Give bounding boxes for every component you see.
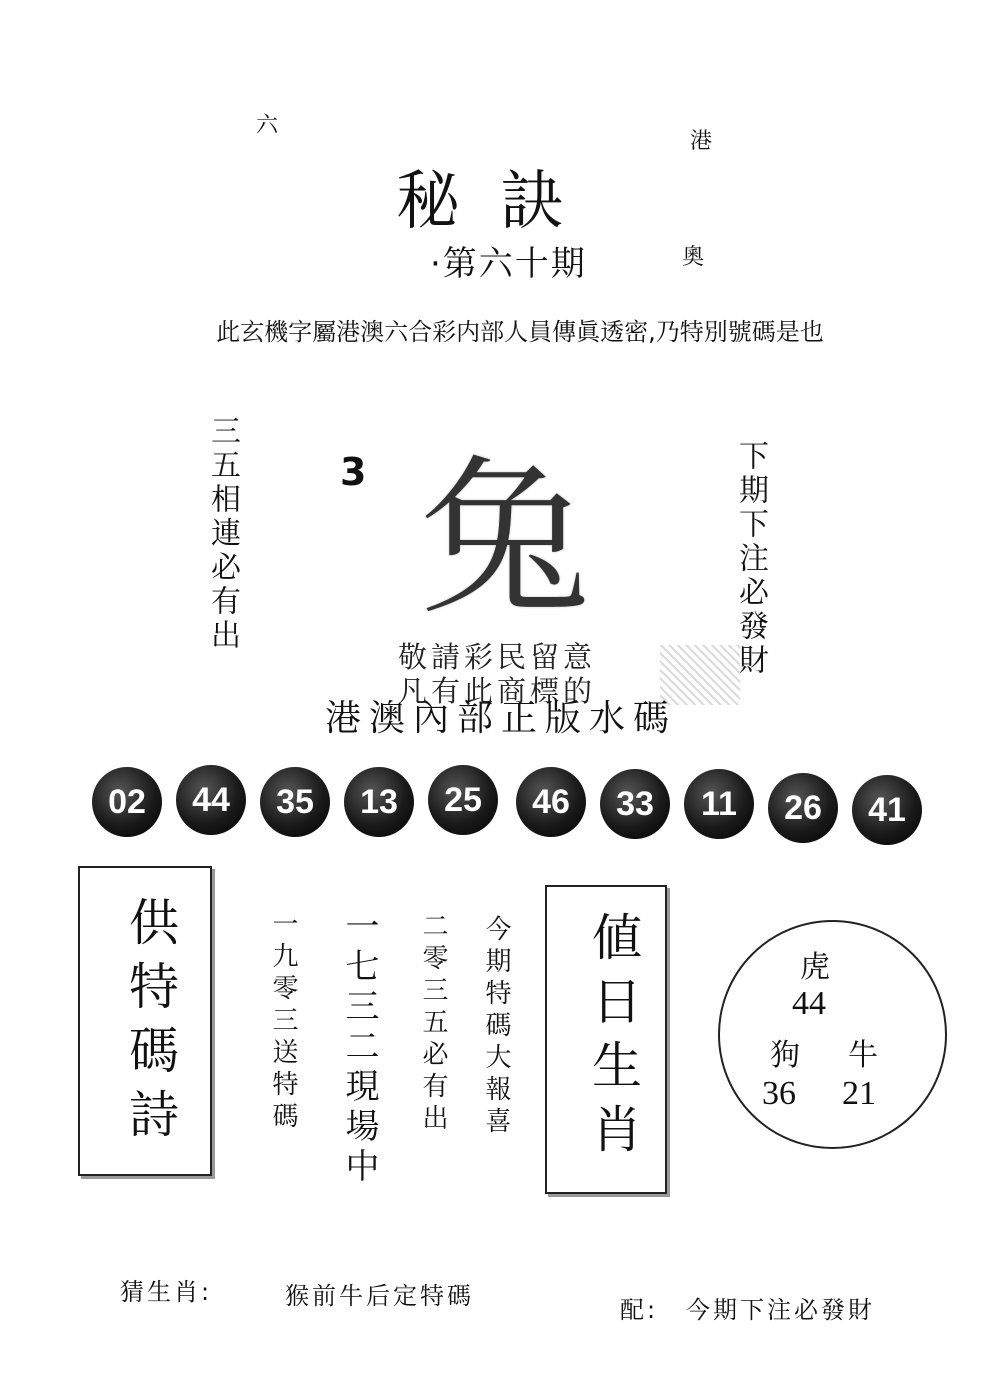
- right-vertical-text: 下期下注必發財: [733, 440, 768, 678]
- page-title: 秘訣: [396, 165, 604, 239]
- zodiac-label: 値日生肖: [584, 911, 642, 1167]
- poem-label: 供特碼詩: [121, 896, 179, 1152]
- number-ball: 02: [92, 767, 162, 837]
- number-ball: 33: [600, 769, 670, 839]
- poem-line-4: 一九零三送特碼: [268, 910, 298, 1134]
- number-ball: 26: [768, 773, 838, 843]
- circle-left-animal: 狗: [770, 1038, 800, 1073]
- notice-line-2: 凡有此商標的: [398, 674, 597, 708]
- poem-line-1: 今期特碼大報喜: [481, 915, 511, 1139]
- poem-label-box: [78, 866, 212, 1176]
- circle-top-animal: 虎: [800, 950, 830, 985]
- corner-char-left: 六: [256, 113, 279, 138]
- number-ball: 25: [428, 765, 498, 835]
- hint-number: 3: [340, 450, 367, 494]
- number-ball: 13: [344, 767, 414, 837]
- footer-guess-text: 猴前牛后定特碼: [285, 1282, 474, 1310]
- zodiac-circle: [718, 920, 947, 1149]
- footer-pair-label: 配:: [620, 1296, 659, 1324]
- corner-char-right-mid: 奧: [682, 245, 705, 270]
- poem-line-2: 二零三五必有出: [418, 912, 448, 1136]
- number-ball: 41: [852, 775, 922, 845]
- issue-number: ·第六十期: [430, 244, 587, 284]
- number-ball: 35: [260, 767, 330, 837]
- notice-line-1: 敬請彩民留意: [398, 640, 597, 674]
- footer-guess-label: 猜生肖:: [120, 1278, 213, 1306]
- circle-top-number: 44: [792, 985, 826, 1022]
- circle-left-number: 36: [762, 1075, 796, 1112]
- number-ball: 46: [516, 767, 586, 837]
- zodiac-glyph: 兔: [419, 441, 590, 639]
- footer-pair-text: 今期下注必發財: [686, 1296, 875, 1324]
- circle-right-number: 21: [842, 1075, 876, 1112]
- zodiac-label-box: [545, 885, 667, 1194]
- left-vertical-text: 三五相連必有出: [205, 415, 240, 653]
- number-ball: 11: [684, 769, 754, 839]
- corner-char-right-top: 港: [690, 129, 713, 154]
- number-balls-row: [92, 765, 942, 845]
- poem-line-3: 一七三二現場中: [339, 908, 379, 1188]
- brand-text: 港澳內部正版水碼: [325, 698, 678, 739]
- circle-right-animal: 牛: [848, 1038, 878, 1073]
- description-text: 此玄機字屬港澳六合彩内部人員傳眞透密,乃特別號碼是也: [216, 318, 824, 346]
- number-ball: 44: [176, 765, 246, 835]
